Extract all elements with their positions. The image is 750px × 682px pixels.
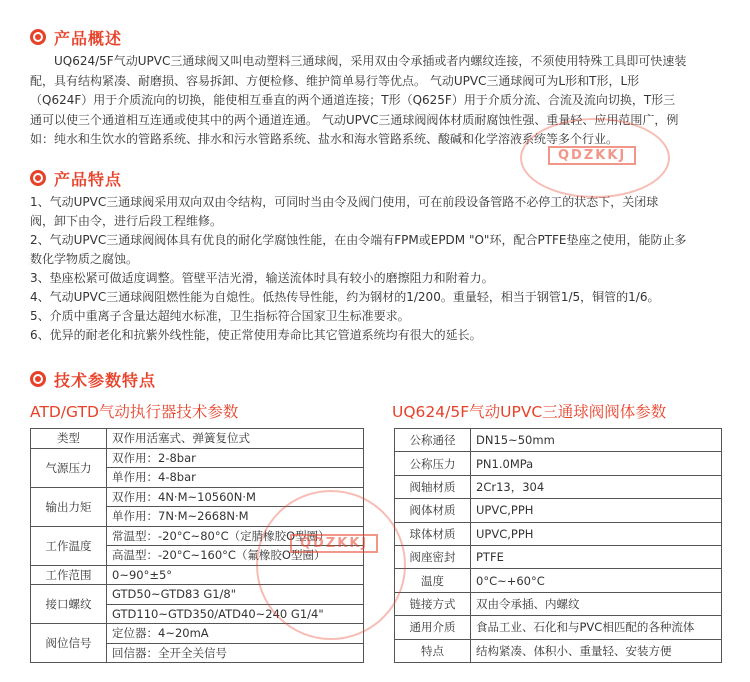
- table-cell-value: 单作用：7N·M~2668N·M: [107, 507, 364, 527]
- table-cell-value: 0°C~+60°C: [471, 569, 722, 592]
- feature-line: 2、气动UPVC三通球阀阀体具有优良的耐化学腐蚀性能，在由令端有FPM或EPDM "O"环，配合PTFE垫座之使用，能防止多: [30, 233, 687, 247]
- table-row: [31, 448, 364, 468]
- table-cell-value: 双作用活塞式、弹簧复位式: [107, 429, 364, 449]
- table-cell-key: 类型: [31, 429, 107, 449]
- feature-line: 数化学物质之腐蚀。: [30, 252, 139, 266]
- table-cell-key: 公称压力: [395, 452, 471, 475]
- overview-line: UQ624/5F气动UPVC三通球阀又叫电动塑料三通球阀，采用双由令承插或者内螺纹连接，不须使用特殊工具即可快速装: [54, 54, 687, 68]
- table-cell-key: 阀位信号: [31, 624, 107, 663]
- features-list: [30, 193, 735, 345]
- valve-title: UQ624/5F气动UPVC三通球阀阀体参数: [392, 403, 667, 421]
- table-row: [395, 522, 722, 545]
- overview-line: 通可以使三个通道相互连通或使其中的两个通道连通。 气动UPVC三通球阀阀体材质耐腐蚀性强、重量轻、应用范围广，例: [30, 112, 679, 127]
- tech-heading: [30, 368, 156, 390]
- table-cell-key: 阀轴材质: [395, 475, 471, 498]
- table-cell-value: UPVC,PPH: [471, 499, 722, 522]
- table-cell-key: 工作温度: [31, 526, 107, 565]
- table-row: [395, 452, 722, 475]
- table-cell-key: 气源压力: [31, 448, 107, 487]
- table-cell-key: 阀座密封: [395, 545, 471, 568]
- table-cell-key: 温度: [395, 569, 471, 592]
- table-cell-key: 链接方式: [395, 592, 471, 615]
- table-cell-key: 接口螺纹: [31, 585, 107, 624]
- features-title: 产品特点: [54, 169, 123, 189]
- table-cell-value: DN15~50mm: [471, 429, 722, 452]
- table-row: [395, 616, 722, 639]
- table-cell-value: 单作用：4-8bar: [107, 468, 364, 488]
- feature-line: 1、气动UPVC三通球阀采用双向双由令结构，可同时当由令及阀门使用，可在前段设备管路不必停工的状态下，关闭球: [30, 195, 659, 209]
- table-row: [395, 592, 722, 615]
- table-cell-key: 通用介质: [395, 616, 471, 639]
- table-cell-value: 双作用：2-8bar: [107, 448, 364, 468]
- table-row: [395, 639, 722, 662]
- table-row: [395, 475, 722, 498]
- tech-title: 技术参数特点: [54, 370, 157, 390]
- watermark-label: QDZKKJ: [548, 146, 636, 165]
- table-cell-value: 双由令承插、内螺纹: [471, 592, 722, 615]
- target-icon: [30, 170, 46, 186]
- table-cell-key: 公称通径: [395, 429, 471, 452]
- table-cell-value: UPVC,PPH: [471, 522, 722, 545]
- feature-line: 5、介质中重离子含量达超纯水标准，卫生指标符合国家卫生标准要求。: [30, 309, 410, 323]
- table-cell-value: 结构紧凑、体积小、重量轻、安装方便: [471, 639, 722, 662]
- feature-line: 6、优异的耐老化和抗紫外线性能，使正常使用寿命比其它管道系统均有很大的延长。: [30, 328, 482, 342]
- watermark-stamp: [256, 490, 406, 640]
- table-cell-value: 食品工业、石化和与PVC相匹配的各种流体: [471, 616, 722, 639]
- table-cell-value: 高温型：-20°C~160°C（氟橡胶O型圈）: [107, 546, 364, 566]
- table-cell-value: GTD110~GTD350/ATD40~240 G1/4": [107, 604, 364, 624]
- table-cell-value: 定位器：4~20mA: [107, 624, 364, 644]
- table-row: [31, 429, 364, 449]
- table-cell-value: 2Cr13，304: [471, 475, 722, 498]
- table-cell-key: 工作范围: [31, 565, 107, 585]
- table-cell-value: 双作用：4N·M~10560N·M: [107, 487, 364, 507]
- feature-line: 4、气动UPVC三通球阀阻燃性能为自熄性。低热传导性能，约为钢材的1/200。重量轻，相当于钢管1/5，铜管的1/6。: [30, 290, 660, 304]
- table-cell-key: 阀体材质: [395, 499, 471, 522]
- features-heading: [30, 167, 122, 189]
- table-cell-value: 回信器：全开全关信号: [107, 643, 364, 663]
- overview-line: 如：纯水和生饮水的管路系统、排水和污水管路系统、盐水和海水管路系统、酸碱和化学溶液系统等多个行业。: [30, 132, 619, 146]
- table-cell-value: 0~90°±5°: [107, 565, 364, 585]
- table-cell-value: PN1.0MPa: [471, 452, 722, 475]
- overview-line: 配，具有结构紧凑、耐磨损、容易拆卸、方便检修、维护简单易行等优点。 气动UPVC三通球阀可为L形和T形，L形: [30, 73, 640, 88]
- table-cell-key: 输出力矩: [31, 487, 107, 526]
- valve-table: [394, 428, 722, 663]
- overview-title: 产品概述: [54, 28, 123, 48]
- table-row: [395, 569, 722, 592]
- target-icon: [30, 371, 46, 387]
- table-cell-value: GTD50~GTD83 G1/8": [107, 585, 364, 605]
- feature-line: 3、垫座松紧可做适度调整。管壁平洁光滑，输送流体时具有较小的磨擦阻力和附着力。: [30, 271, 494, 285]
- table-cell-key: 特点: [395, 639, 471, 662]
- table-cell-value: PTFE: [471, 545, 722, 568]
- table-row: [395, 545, 722, 568]
- table-row: [395, 499, 722, 522]
- overview-heading: [30, 26, 122, 48]
- watermark-label: QDZKKJ: [290, 534, 378, 553]
- table-row: [395, 429, 722, 452]
- table-cell-key: 球体材质: [395, 522, 471, 545]
- table-cell-value: 常温型：-20°C~80°C（定腈橡胶O型圈）: [107, 526, 364, 546]
- overview-line: （Q624F）用于介质流向的切换，能使相互垂直的两个通道连接；T形（Q625F）用于介质分流、合流及流向切换，T形三: [30, 93, 676, 107]
- target-icon: [30, 29, 46, 45]
- actuator-title: ATD/GTD气动执行器技术参数: [30, 403, 239, 421]
- feature-line: 阀，卸下由令，进行后段工程维修。: [30, 214, 223, 228]
